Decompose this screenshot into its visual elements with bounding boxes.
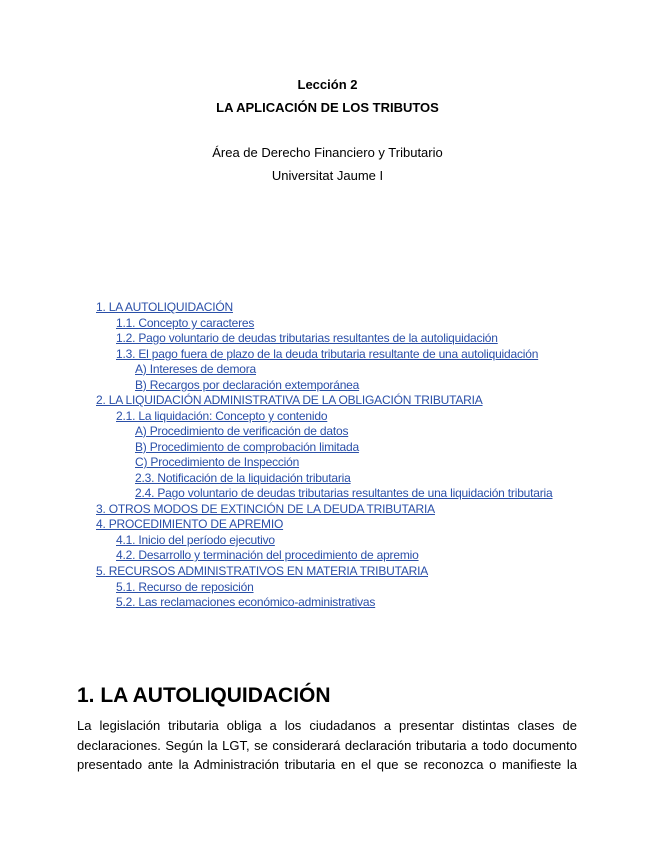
toc-link[interactable]: 1.1. Concepto y caracteres xyxy=(116,316,255,330)
toc-link[interactable]: 2.3. Notificación de la liquidación tributaria xyxy=(135,471,351,485)
toc-link[interactable]: 3. OTROS MODOS DE EXTINCIÓN DE LA DEUDA TRIBUTARIA xyxy=(96,502,435,516)
lesson-title: LA APLICACIÓN DE LOS TRIBUTOS xyxy=(216,100,439,115)
toc-link[interactable]: 2. LA LIQUIDACIÓN ADMINISTRATIVA DE LA OBLIGACIÓN TRIBUTARIA xyxy=(96,393,483,407)
toc-link[interactable]: 5.2. Las reclamaciones económico-administrativas xyxy=(116,595,376,609)
toc-link[interactable]: B) Recargos por declaración extemporánea xyxy=(135,378,360,392)
toc-link[interactable]: 4.2. Desarrollo y terminación del procedimiento de apremio xyxy=(116,548,419,562)
department-name: Área de Derecho Financiero y Tributario xyxy=(212,145,443,160)
toc-link[interactable]: 4.1. Inicio del período ejecutivo xyxy=(116,533,275,547)
toc-link[interactable]: 1.2. Pago voluntario de deudas tributarias resultantes de la autoliquidación xyxy=(116,331,498,345)
toc-link[interactable]: 2.1. La liquidación: Concepto y contenido xyxy=(116,409,328,423)
university-name: Universitat Jaume I xyxy=(271,168,384,183)
toc-link[interactable]: 1. LA AUTOLIQUIDACIÓN xyxy=(96,300,233,314)
body-paragraph xyxy=(77,716,577,775)
toc-link[interactable]: A) Intereses de demora xyxy=(135,362,256,376)
toc-link[interactable]: A) Procedimiento de verificación de datos xyxy=(135,424,349,438)
toc-link[interactable]: 2.4. Pago voluntario de deudas tributarias resultantes de una liquidación tributaria xyxy=(135,486,553,500)
toc-link[interactable]: 1.3. El pago fuera de plazo de la deuda tributaria resultante de una autoliquidación xyxy=(116,347,539,361)
section-heading: 1. LA AUTOLIQUIDACIÓN xyxy=(77,684,331,707)
lesson-number: Lección 2 xyxy=(297,77,358,92)
paragraph-line: presentado ante la Administración tributaria en el que se reconozca o manifieste la xyxy=(77,757,577,772)
toc-link[interactable]: 4. PROCEDIMIENTO DE APREMIO xyxy=(96,517,284,531)
paragraph-line: declaraciones. Según la LGT, se considerará declaración tributaria a todo documento xyxy=(77,737,577,753)
toc-link[interactable]: 5.1. Recurso de reposición xyxy=(116,580,254,594)
toc-link[interactable]: B) Procedimiento de comprobación limitada xyxy=(135,440,359,454)
toc-link[interactable]: C) Procedimiento de Inspección xyxy=(135,455,300,469)
toc-link[interactable]: 5. RECURSOS ADMINISTRATIVOS EN MATERIA TRIBUTARIA xyxy=(96,564,429,578)
paragraph-line: La legislación tributaria obliga a los ciudadanos a presentar distintas clases de xyxy=(77,718,577,733)
